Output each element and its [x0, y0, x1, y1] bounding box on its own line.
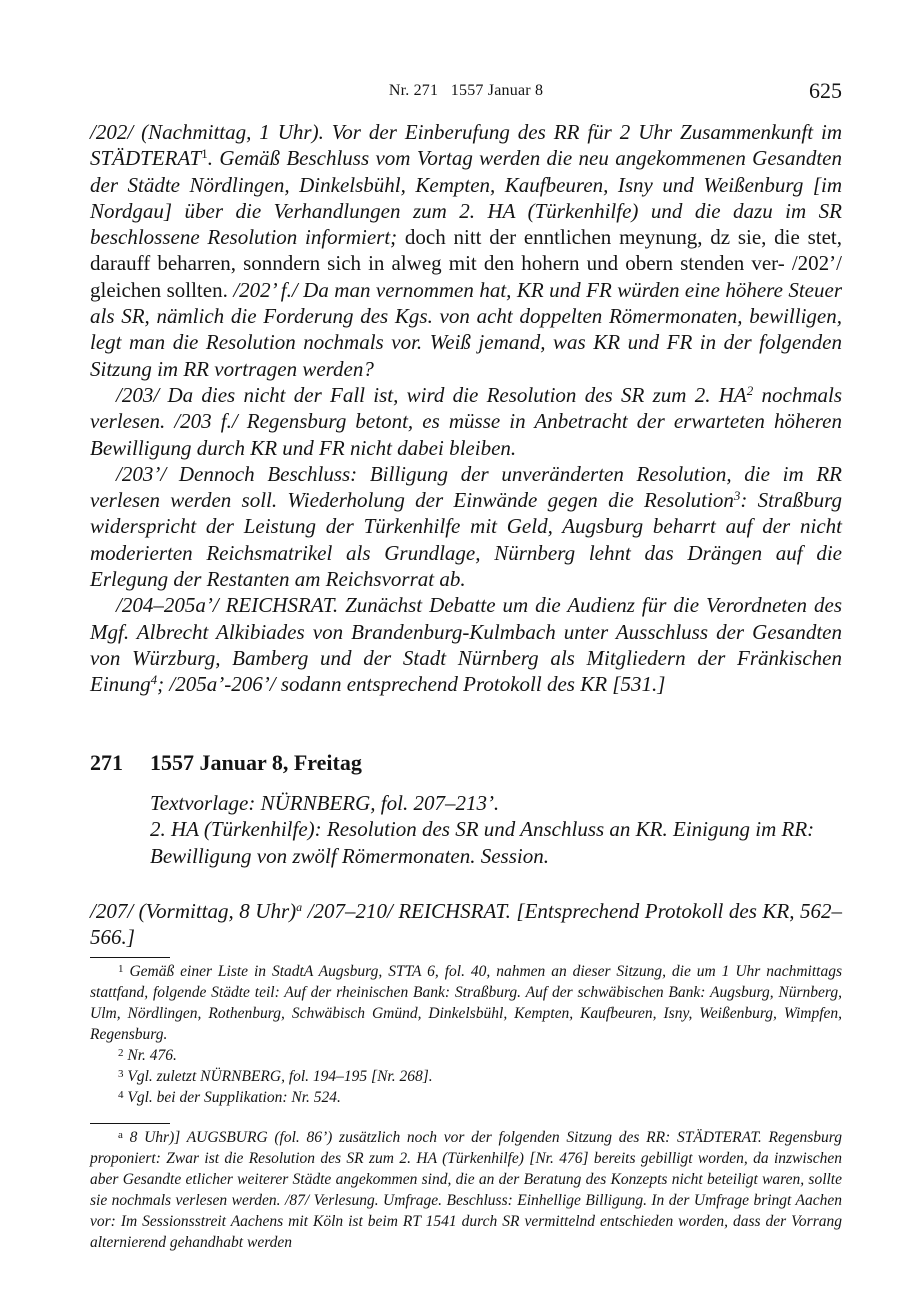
footnote-1-mark: 1 [118, 963, 124, 975]
footnote-4 [90, 1087, 842, 1108]
paragraph-3 [90, 461, 842, 592]
variant-notes [90, 1127, 842, 1253]
paragraph-4-b: ; /205a’-206’/ sodann entsprechend Protokoll des KR [531.] [157, 672, 666, 697]
document-body-b: /207–210/ REICHSRAT. [Entsprechend Protokoll des KR, 562–566.] [90, 899, 842, 950]
footnote-1-text: Gemäß einer Liste in StadtA Augsburg, STTA 6, fol. 40, nahmen an dieser Sitzung, die um 1 Uhr nachmittags stattfand, folgende Städte teil: Auf der rheinischen Bank: Straßburg. Auf der schwäbischen Bank: Augsburg, Nürnberg, Ulm, Nördlingen, Rothenburg, Schwäbisch Gmünd, Dinkelsbühl, Kempten, Kaufbeuren, Isny, Weißenburg, Wimpfen, Regensburg. [90, 963, 842, 1043]
document-body-a: /207/ (Vormittag, 8 Uhr) [90, 899, 297, 923]
paragraph-1-italic-b: . Gemäß Beschluss vom Vortag werden die neu angekommenen Gesandten der Städte Nördlingen, Dinkelsbühl, Kempten, Kaufbeuren, Isny und Weißenburg [im Nordgau] über die Verhandlungen zum 2. HA (Türkenhilfe) und die dazu im SR beschlossene Resolution informiert; [90, 146, 842, 250]
variant-ref-a[interactable]: a [296, 900, 303, 914]
page-header [90, 78, 842, 106]
paragraph-1-italic-d: /202’ f./ Da man vernommen hat, KR und FR würden eine höhere Steuer als SR, nämlich die Forderung des Kgs. von acht doppelten Römermonaten, bewilligen, legt man die Resolution nochmals vor. Weiß jemand, was KR und FR in der folgenden Sitzung im RR vortragen werden? [90, 277, 843, 381]
document-date: 1557 Januar 8, Freitag [150, 750, 362, 775]
variant-note-a-text: 8 Uhr)] AUGSBURG (fol. 86’) zusätzlich noch vor der folgenden Sitzung des RR: STÄDTERAT. Regensburg proponiert: Zwar ist die Resolution des SR zum 2. HA (Türkenhilfe) [Nr. 476] bereits gebilligt worden, da inzwischen aber Gesandte etlicher weiterer Städte angekommen sind, die an der Beratung des Konzepts nicht beteiligt waren, sollte sie nochmals verlesen werden. /87/ Verlesung. Umfrage. Beschluss: Einhellige Billigung. In der Umfrage bringt Aachen vor: Im Sessionsstreit Aachens mit Köln ist beim RT 1541 durch SR vermittelnd entschieden worden, dass der Vorrang alternierend gehandhabt werden [90, 1129, 842, 1251]
paragraph-1-italic-a: /202/ (Nachmittag, 1 Uhr). Vor der Einberufung des RR für 2 Uhr Zusammenkunft im STÄDTERAT [90, 120, 842, 171]
footnote-2-mark: 2 [118, 1047, 124, 1059]
paragraph-1-quote: doch nitt der enntlichen meynung, dz sie, die stet, darauff beharren, sonndern sich in alweg mit den hohern und obern stenden ver- /202’/ gleichen sollten. [90, 225, 842, 302]
body-text [90, 119, 842, 698]
footnote-4-mark: 4 [118, 1089, 124, 1101]
summary-line-2: Bewilligung von zwölf Römermonaten. Session. [150, 843, 549, 868]
paragraph-2-a: /203/ Da dies nicht der Fall ist, wird die Resolution des SR zum 2. HA [116, 382, 747, 407]
summary-line-1: 2. HA (Türkenhilfe): Resolution des SR und Anschluss an KR. Einigung im RR: [150, 817, 815, 842]
document-number: 271 [90, 750, 123, 775]
page-number: 625 [809, 78, 842, 103]
footnote-3-mark: 3 [118, 1068, 124, 1080]
paragraph-4 [90, 592, 842, 697]
footnotes [90, 961, 842, 1108]
paragraph-3-b: : Straßburg widerspricht der Leistung der Türkenhilfe mit Geld, Augsburg beharrt auf der nicht moderierten Reichsmatrikel als Grundlage, Nürnberg lehnt das Drängen auf die Erlegung der Restanten am Reichsvorrat ab. [90, 488, 842, 592]
footnote-3 [90, 1066, 842, 1087]
variant-note-a [90, 1127, 842, 1253]
footnote-ref-1[interactable]: 1 [201, 146, 208, 162]
footnote-2 [90, 1045, 842, 1066]
footnote-ref-4[interactable]: 4 [150, 672, 158, 688]
footnote-4-text: Vgl. bei der Supplikation: Nr. 524. [127, 1089, 341, 1106]
footnote-3-text: Vgl. zuletzt NÜRNBERG, fol. 194–195 [Nr. 268]. [127, 1068, 433, 1085]
footnote-ref-3[interactable]: 3 [733, 488, 741, 504]
paragraph-4-a: /204–205a’/ REICHSRAT. Zunächst Debatte um die Audienz für die Verordneten des Mgf. Albrecht Alkibiades von Brandenburg-Kulmbach unter Ausschluss der Gesandten von Würzburg, Bamberg und der Stadt Nürnberg als Mitgliedern der Fränkischen Einung [90, 593, 842, 697]
footnote-1 [90, 961, 842, 1045]
running-head: Nr. 271 1557 Januar 8 [388, 82, 544, 99]
footnote-rule [90, 957, 170, 958]
paragraph-2 [90, 382, 842, 461]
document-metadata [150, 790, 842, 869]
document-body [90, 898, 842, 951]
footnote-ref-2[interactable]: 2 [746, 382, 754, 398]
variant-note-rule [90, 1123, 170, 1124]
variant-note-a-mark: a [118, 1129, 123, 1141]
paragraph-3-a: /203’/ Dennoch Beschluss: Billigung der unveränderten Resolution, die im RR verlesen werden soll. Wiederholung der Einwände gegen die Resolution [90, 461, 842, 513]
paragraph-2-b: nochmals verlesen. /203 f./ Regensburg betont, es müsse in Anbetracht der erwarteten höheren Bewilligung durch KR und FR nicht dabei bleiben. [90, 382, 842, 460]
document-heading [90, 750, 842, 776]
source-line: Textvorlage: NÜRNBERG, fol. 207–213’. [150, 791, 500, 815]
footnote-2-text: Nr. 476. [127, 1047, 177, 1064]
paragraph-1 [90, 119, 842, 382]
